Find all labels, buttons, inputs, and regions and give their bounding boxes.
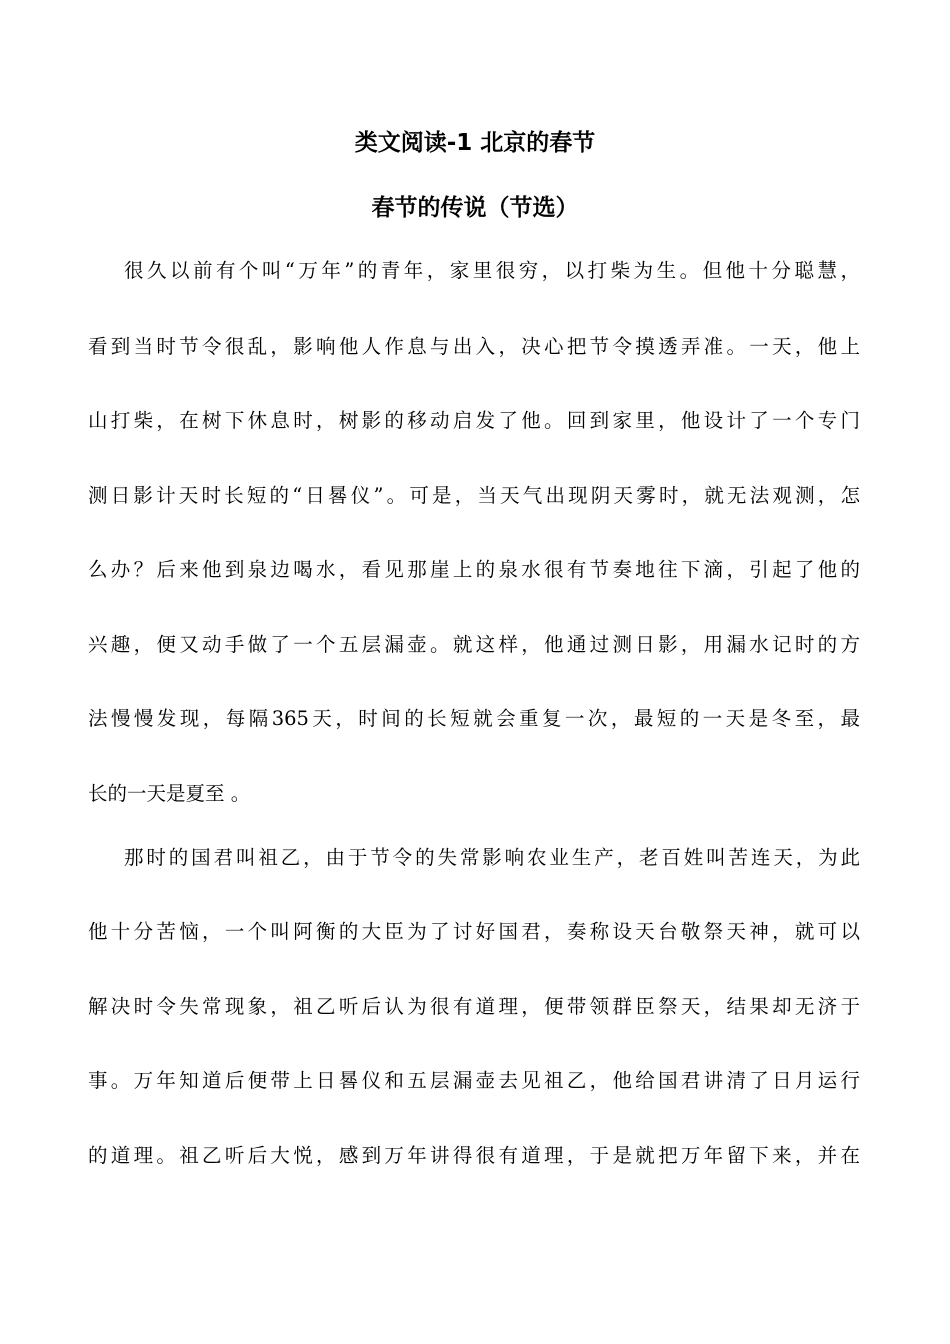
text-line: 解决时令失常现象，祖乙听后认为很有道理，便带领群臣祭天，结果却无济于: [88, 995, 860, 1018]
text-line: 兴趣，便又动手做了一个五层漏壶。就这样，他通过测日影，用漏水记时的方: [88, 633, 860, 656]
text-line: 长的一天是夏至 。: [88, 782, 251, 805]
text-line: 看到当时节令很乱，影响他人作息与出入，决心把节令摸透弄准。一天，他上: [88, 335, 860, 358]
text-line: 山打柴，在树下休息时，树影的移动启发了他。回到家里，他设计了一个专门: [88, 409, 860, 432]
text-line: 法慢慢发现，每隔365天，时间的长短就会重复一次，最短的一天是冬至，最: [88, 707, 860, 730]
text-line: 很久以前有个叫“万年”的青年，家里很穷，以打柴为生。但他十分聪慧，: [124, 259, 860, 282]
text-line: 么办？后来他到泉边喝水，看见那崖上的泉水很有节奏地往下滴，引起了他的: [88, 558, 860, 581]
page-subtitle: 春节的传说（节选）: [371, 195, 579, 221]
text-line: 他十分苦恼，一个叫阿衡的大臣为了讨好国君，奏称设天台敬祭天神，就可以: [88, 920, 860, 943]
text-line: 的道理。祖乙听后大悦，感到万年讲得很有道理，于是就把万年留下来，并在: [88, 1144, 860, 1167]
text-line: 事。万年知道后便带上日晷仪和五层漏壶去见祖乙，他给国君讲清了日月运行: [88, 1069, 860, 1092]
page-title: 类文阅读-1 北京的春节: [354, 130, 596, 156]
text-line: 测日影计天时长短的“日晷仪”。可是，当天气出现阴天雾时，就无法观测，怎: [88, 484, 860, 507]
text-line: 那时的国君叫祖乙，由于节令的失常影响农业生产，老百姓叫苦连天，为此: [124, 846, 860, 869]
